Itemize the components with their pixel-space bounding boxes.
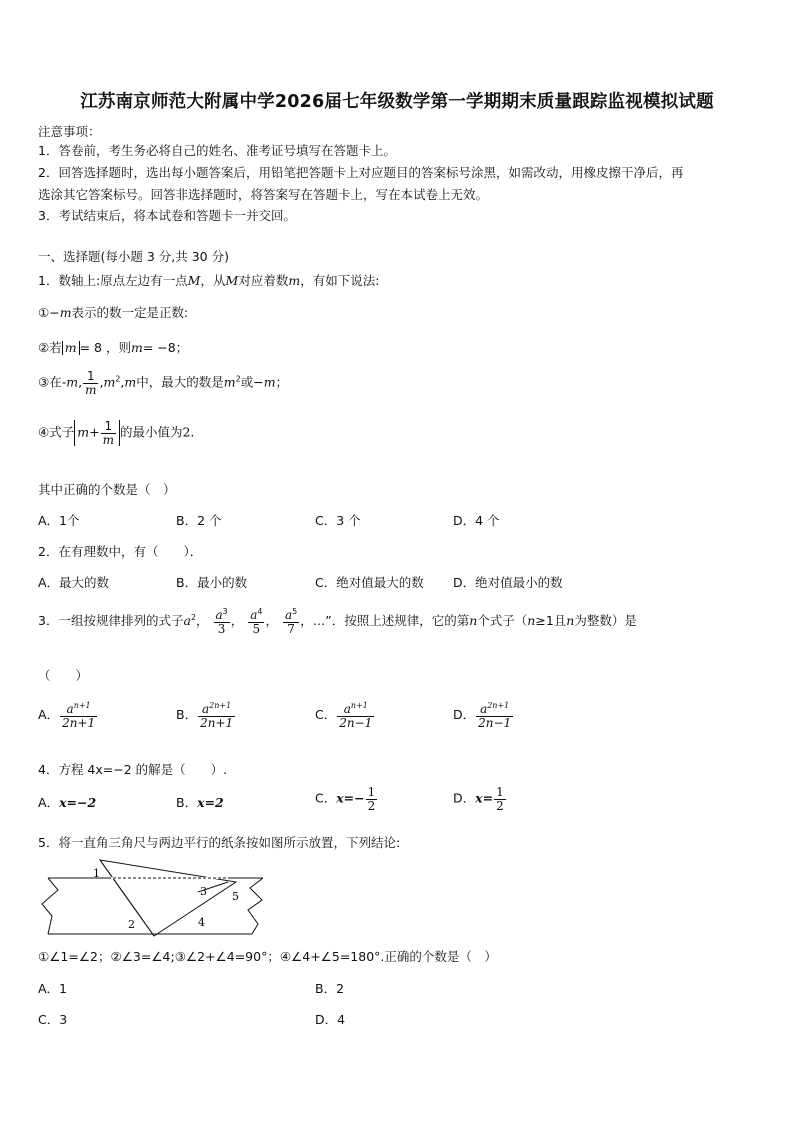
q1-option-d[interactable]: D．4 个 bbox=[453, 513, 500, 528]
q3-option-a[interactable]: A． $\frac{a^{n+1}}{2n+1}$ bbox=[38, 701, 96, 730]
q2-option-c[interactable]: C．绝对值最大的数 bbox=[315, 575, 424, 590]
q1-stem: 1．数轴上:原点左边有一点M，从M对应着数m，有如下说法: bbox=[38, 273, 380, 288]
q1-option-a[interactable]: A．1个 bbox=[38, 513, 80, 528]
q4-option-b[interactable]: B．x=2 bbox=[176, 795, 224, 810]
q3-option-d[interactable]: D． $\frac{a^{2n+1}}{2n-1}$ bbox=[453, 701, 512, 730]
notice-item: 1．答卷前，考生务必将自己的姓名、准考证号填写在答题卡上。 bbox=[38, 143, 396, 158]
angle-label-1: 1 bbox=[93, 867, 100, 880]
q3-paren: （ ） bbox=[38, 668, 89, 683]
q3-option-c[interactable]: C． $\frac{a^{n+1}}{2n-1}$ bbox=[315, 701, 373, 730]
q1-statement-3: ③在-m, $\frac{1}{m}$ $,m^2,m$中，最大的数是$m^2$或−m； bbox=[38, 369, 289, 397]
triangle bbox=[100, 860, 236, 936]
notice-item: 3．考试结束后，将本试卷和答题卡一并交回。 bbox=[38, 208, 296, 223]
q1-statement-2: ②若 m = 8 ，则m= −8； bbox=[38, 340, 189, 355]
q5-option-a[interactable]: A．1 bbox=[38, 981, 68, 996]
section-heading: 一、选择题(每小题 3 分,共 30 分) bbox=[38, 249, 229, 264]
notice-item: 2．回答选择题时，选出每小题答案后，用铅笔把答题卡上对应题目的答案标号涂黑，如需改动，用橡皮擦干净后，再 bbox=[38, 165, 684, 180]
angle-label-5: 5 bbox=[232, 890, 239, 903]
q2-stem: 2．在有理数中，有（ ）． bbox=[38, 544, 203, 559]
strip-right-edge bbox=[248, 878, 263, 934]
q5-stem: 5．将一直角三角尺与两边平行的纸条按如图所示放置，下列结论: bbox=[38, 835, 401, 850]
notice-heading: 注意事项： bbox=[38, 124, 101, 139]
notice-item: 选涂其它答案标号。回答非选择题时，将答案写在答题卡上，写在本试卷上无效。 bbox=[38, 187, 489, 202]
q4-stem: 4．方程 4x=−2 的解是（ ）. bbox=[38, 762, 228, 777]
angle-label-4: 4 bbox=[198, 916, 205, 929]
q1-option-b[interactable]: B．2 个 bbox=[176, 513, 222, 528]
q2-option-d[interactable]: D．绝对值最小的数 bbox=[453, 575, 563, 590]
q1-question: 其中正确的个数是（ ） bbox=[38, 482, 176, 497]
q1-option-c[interactable]: C．3 个 bbox=[315, 513, 361, 528]
q2-option-a[interactable]: A．最大的数 bbox=[38, 575, 110, 590]
q4-option-c[interactable]: C．x=− $\frac{1}{2}$ bbox=[315, 785, 376, 813]
q5-option-c[interactable]: C．3 bbox=[38, 1012, 68, 1027]
page-title: 江苏南京师范大附属中学2026届七年级数学第一学期期末质量跟踪监视模拟试题 bbox=[80, 92, 714, 112]
q5-option-b[interactable]: B．2 bbox=[315, 981, 345, 996]
q3-option-b[interactable]: B． $\frac{a^{2n+1}}{2n+1}$ bbox=[176, 701, 234, 730]
q3-stem: 3．一组按规律排列的式子$a^2$， $\frac{a^3}{3}$ ， $\frac{a^4}{5}$ ， $\frac{a^5}{7}$ ，…”．按照上述规律，它的第n个式子（n≥1且n为整数）是 bbox=[38, 607, 637, 636]
angle-label-3: 3 bbox=[200, 885, 207, 898]
q2-option-b[interactable]: B．最小的数 bbox=[176, 575, 248, 590]
q1-statement-1: ①−m表示的数一定是正数: bbox=[38, 305, 189, 320]
q4-option-d[interactable]: D．x= $\frac{1}{2}$ bbox=[453, 785, 504, 813]
q5-figure bbox=[38, 852, 278, 942]
strip-left-edge bbox=[42, 878, 58, 934]
q5-option-d[interactable]: D．4 bbox=[315, 1012, 346, 1027]
q5-conclusions: ①∠1=∠2；②∠3=∠4;③∠2+∠4=90°；④∠4+∠5=180°.正确的个数是（ ） bbox=[38, 949, 497, 964]
q1-statement-4: ④式子 m+ $\frac{1}{m}$ 的最小值为2. bbox=[38, 419, 195, 447]
q4-option-a[interactable]: A．x=−2 bbox=[38, 795, 97, 810]
angle-label-2: 2 bbox=[128, 918, 135, 931]
